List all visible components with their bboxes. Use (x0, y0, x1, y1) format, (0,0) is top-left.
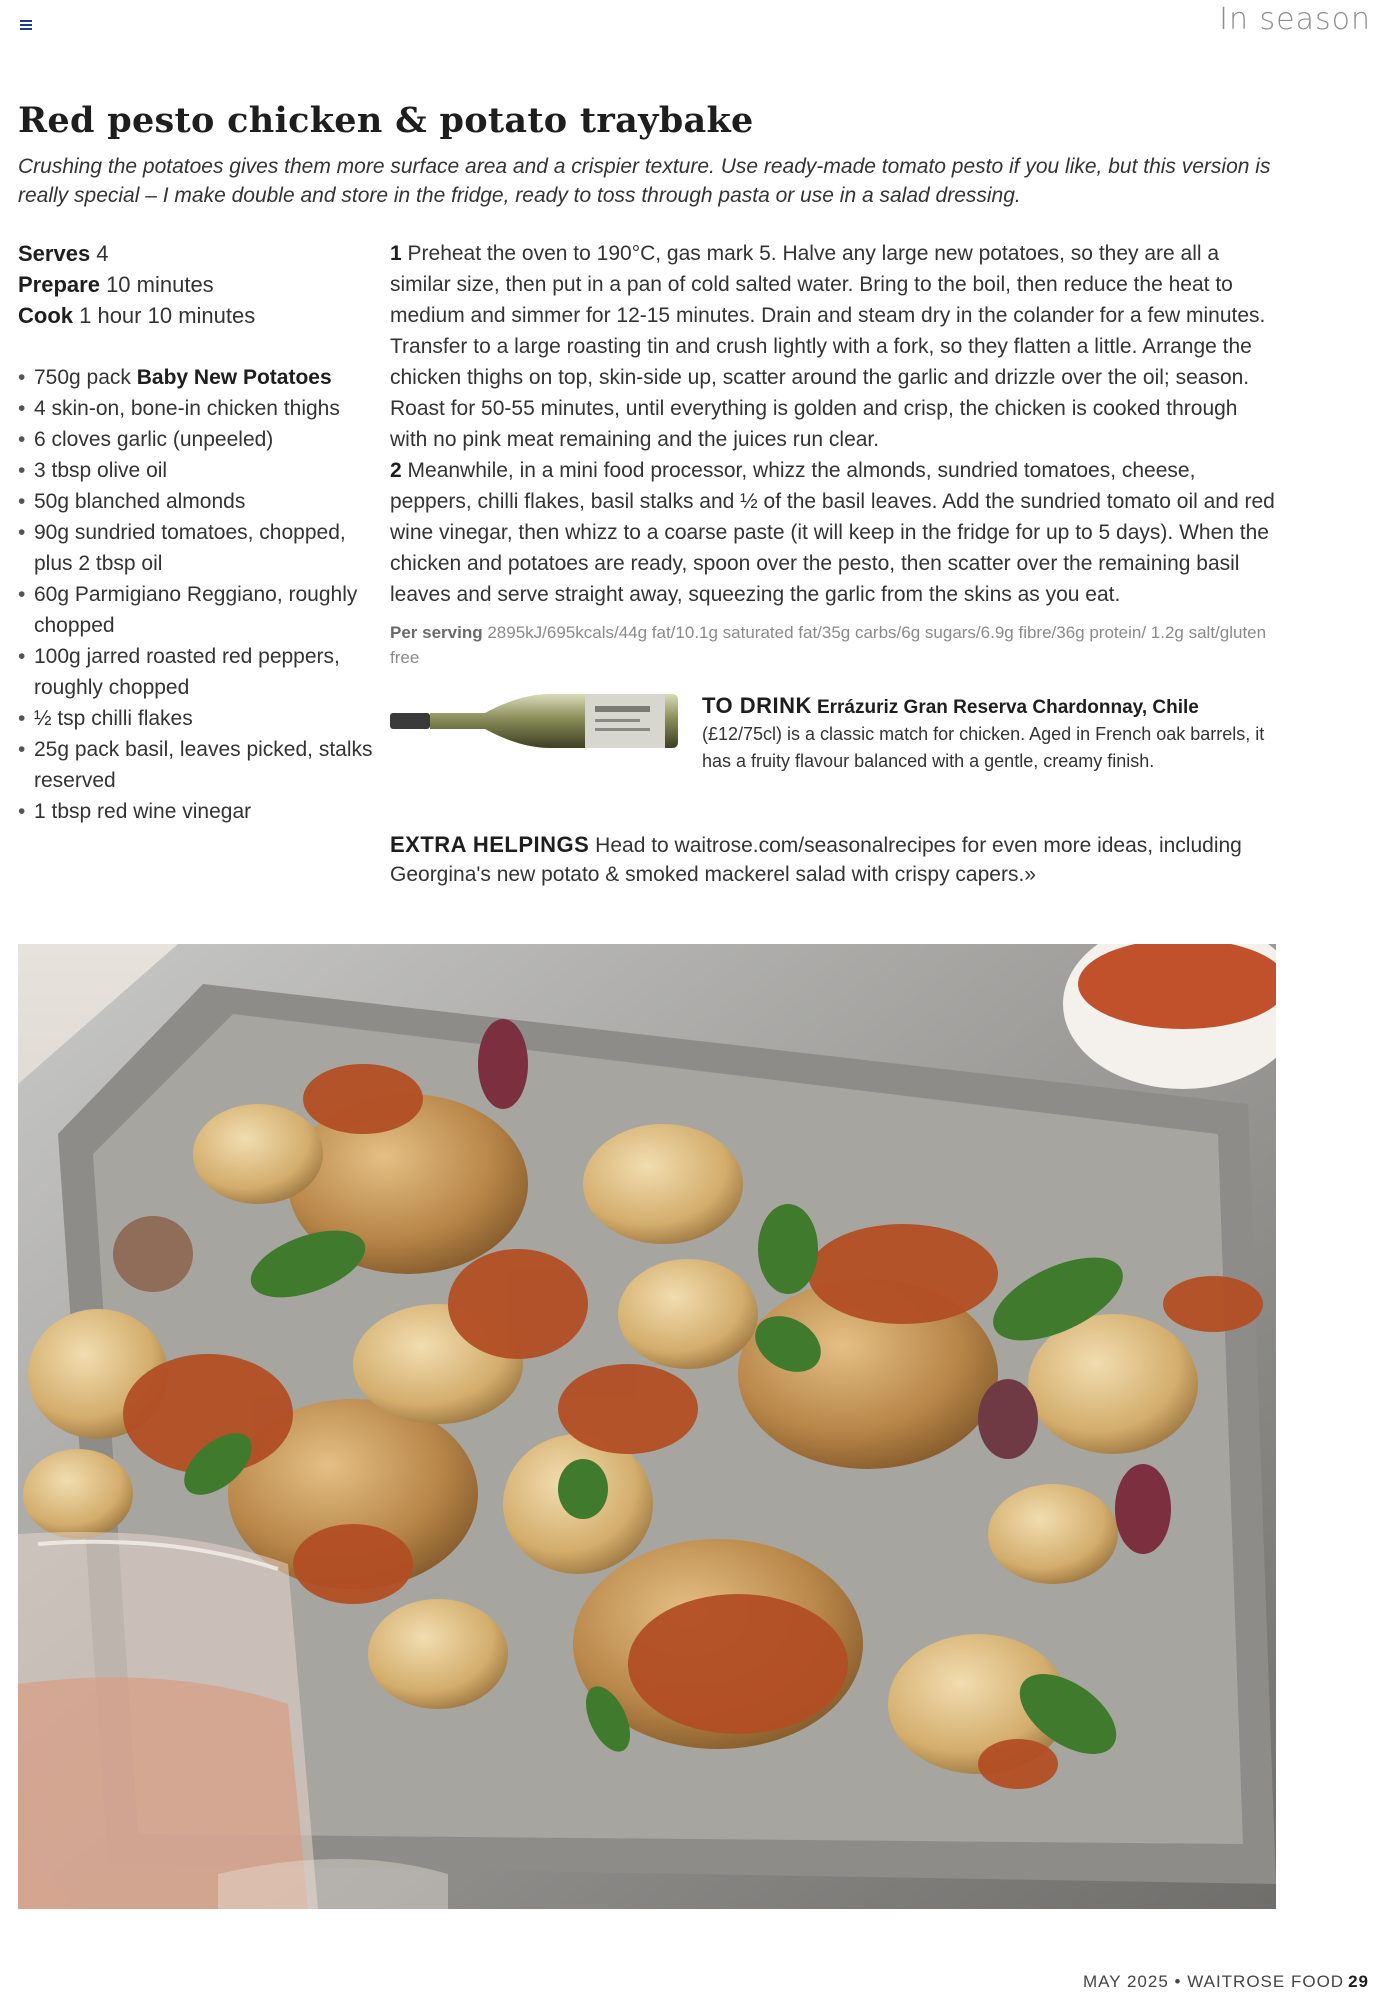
ingredients-list (18, 362, 378, 827)
serves-label: Serves (18, 241, 91, 266)
ingredient-item: • 60g Parmigiano Reggiano, roughly chopped (18, 579, 378, 641)
prepare-value: 10 minutes (99, 272, 214, 297)
cook-row (18, 300, 378, 331)
page-footer (1083, 1972, 1369, 1992)
step-number: 2 (390, 459, 402, 482)
recipe-title: Red pesto chicken & potato traybake (18, 100, 754, 141)
recipe-meta (18, 238, 378, 331)
recipe-intro: Crushing the potatoes gives them more surface area and a crispier texture. Use ready-made tomato pesto if you like, but this version is really special – I make double and store in the fridge, ready to toss through pasta or use in a salad dressing. (18, 155, 1271, 207)
wine-bottle-image (390, 686, 680, 756)
ingredient-item: • 100g jarred roasted red peppers, roughly chopped (18, 641, 378, 703)
cook-label: Cook (18, 303, 73, 328)
extra-text[interactable]: Head to waitrose.com/seasonalrecipes for even more ideas, including Georgina's new potato & smoked mackerel salad with crispy capers.» (390, 834, 1242, 886)
hamburger-menu-icon[interactable] (20, 20, 32, 32)
method (390, 238, 1280, 610)
ingredient-item: • 25g pack basil, leaves picked, stalks reserved (18, 734, 378, 796)
ingredient-item: • 1 tbsp red wine vinegar (18, 796, 378, 827)
extra-helpings (390, 830, 1290, 889)
method-step: 1 Preheat the oven to 190°C, gas mark 5. Halve any large new potatoes, so they are all a similar size, then put in a pan of cold salted water. Bring to the boil, then reduce the heat to medium and simmer for 12-15 minutes. Drain and steam dry in the colander for a few minutes. Transfer to a large roasting tin and crush lightly with a fork, so they flatten a little. Arrange the chicken thighs on top, skin-side up, scatter around the garlic and drizzle over the oil; season. Roast for 50-55 minutes, until everything is golden and crisp, the chicken is cooked through with no pink meat remaining and the juices run clear. (390, 242, 1266, 451)
nutrition-info: Per serving 2895kJ/695kcals/44g fat/10.1g saturated fat/35g carbs/6g sugars/6.9g fibre/36g protein/ 1.2g salt/gluten free (390, 623, 1267, 667)
product-name: Baby New Potatoes (136, 366, 332, 389)
ingredient-item: • ½ tsp chilli flakes (18, 703, 378, 734)
nutrition-label: Per serving (390, 623, 483, 642)
ingredient-item: • 750g pack Baby New Potatoes (18, 362, 378, 393)
issue-label: MAY 2025 • WAITROSE FOOD (1082, 1972, 1345, 1991)
method-step: 2 Meanwhile, in a mini food processor, whizz the almonds, sundried tomatoes, cheese, peppers, chilli flakes, basil stalks and ½ of the basil leaves. Add the sundried tomato oil and red wine vinegar, then whizz to a coarse paste (it will keep in the fridge for up to 5 days). When the chicken and potatoes are ready, spoon over the pesto, then scatter over the remaining basil leaves and serve straight away, squeezing the garlic from the skins as you eat. (390, 459, 1275, 606)
extra-label: EXTRA HELPINGS (390, 832, 590, 857)
serves-row (18, 238, 378, 269)
ingredient-item: • 90g sundried tomatoes, chopped, plus 2 tbsp oil (18, 517, 378, 579)
prepare-row (18, 269, 378, 300)
drink-label: TO DRINK (702, 693, 812, 718)
prepare-label: Prepare (18, 272, 100, 297)
ingredient-item: • 6 cloves garlic (unpeeled) (18, 424, 378, 455)
step-number: 1 (390, 242, 402, 265)
section-label: In season (1219, 2, 1371, 37)
page-number: 29 (1348, 1972, 1369, 1991)
ingredient-item: • 4 skin-on, bone-in chicken thighs (18, 393, 378, 424)
ingredient-item: • 50g blanched almonds (18, 486, 378, 517)
wine-name: Errázuriz Gran Reserva Chardonnay, Chile (816, 697, 1199, 718)
ingredient-item: • 3 tbsp olive oil (18, 455, 378, 486)
traybake-photo (18, 944, 1276, 1909)
drink-pairing (702, 692, 1292, 775)
drink-description: (£12/75cl) is a classic match for chicken. Aged in French oak barrels, it has a fruity flavour balanced with a gentle, creamy finish. (702, 724, 1265, 771)
serves-value: 4 (90, 241, 109, 266)
cook-value: 1 hour 10 minutes (73, 303, 256, 328)
